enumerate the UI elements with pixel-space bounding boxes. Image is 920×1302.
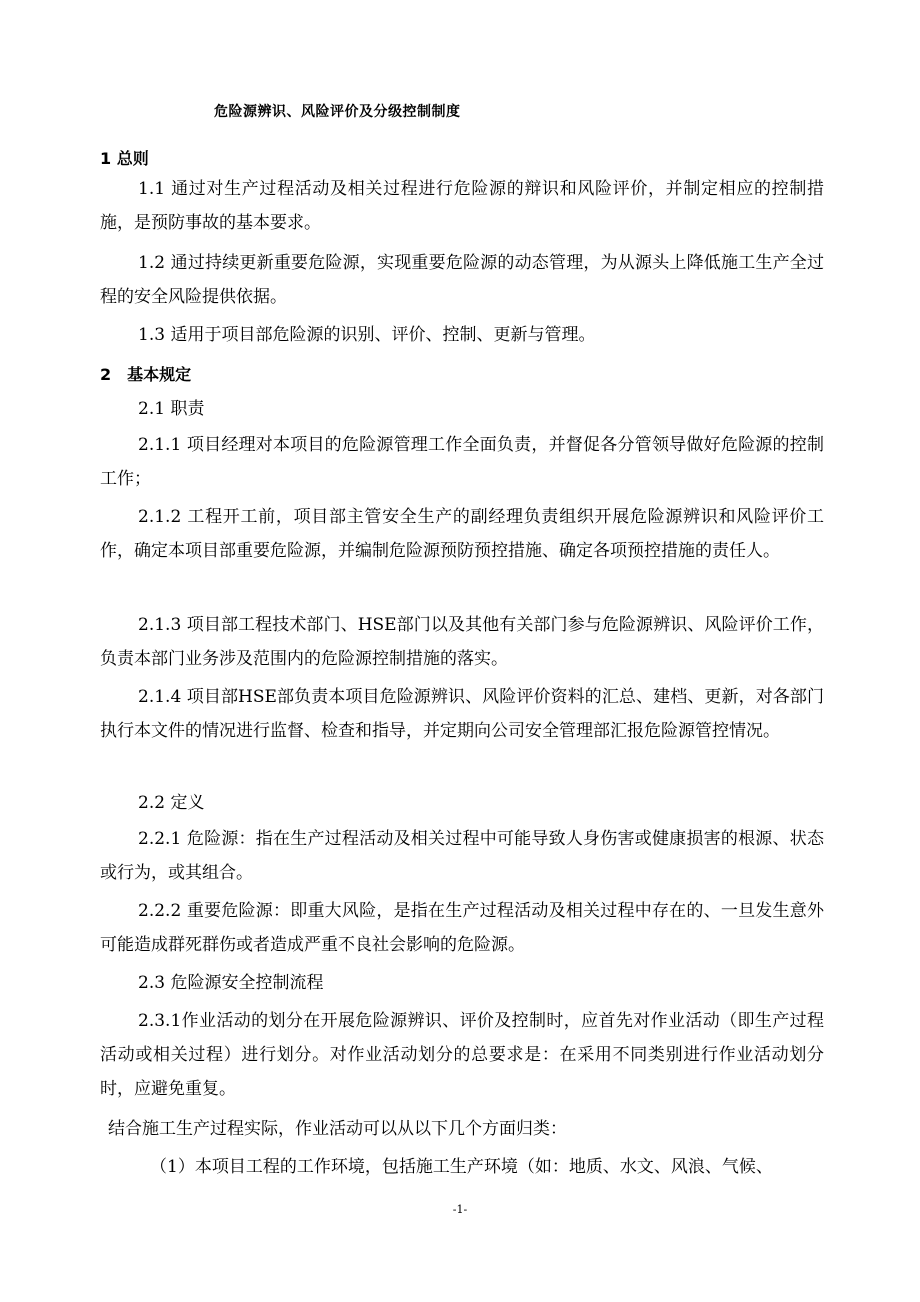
- paragraph-2-2-1: 2.2.1 危险源：指在生产过程活动及相关过程中可能导致人身伤害或健康损害的根源、状态或行为，或其组合。: [100, 829, 824, 883]
- paragraph-2-3-1: 2.3.1作业活动的划分在开展危险源辨识、评价及控制时，应首先对作业活动（即生产过程活动或相关过程）进行划分。对作业活动划分的总要求是：在采用不同类别进行作业活动划分时，应避免重复。: [100, 1011, 824, 1099]
- paragraph-2-2: 2.2 定义: [138, 793, 205, 813]
- paragraph-2-1-2: 2.1.2 工程开工前，项目部主管安全生产的副经理负责组织开展危险源辨识和风险评价工作，确定本项目部重要危险源，并编制危险源预防预控措施、确定各项预控措施的责任人。: [100, 507, 824, 561]
- paragraph-2-1-1: 2.1.1 项目经理对本项目的危险源管理工作全面负责，并督促各分管领导做好危险源的控制工作；: [100, 435, 824, 489]
- page-number: -1-: [452, 1203, 468, 1216]
- paragraph-2-2-2: 2.2.2 重要危险源：即重大风险，是指在生产过程活动及相关过程中存在的、一旦发生意外可能造成群死群伤或者造成严重不良社会影响的危险源。: [100, 901, 824, 955]
- paragraph-1-1: 1.1 通过对生产过程活动及相关过程进行危险源的辩识和风险评价，并制定相应的控制措施，是预防事故的基本要求。: [100, 179, 824, 233]
- paragraph-2-3: 2.3 危险源安全控制流程: [138, 973, 324, 993]
- paragraph-2-1: 2.1 职责: [138, 399, 205, 419]
- section-2-heading: 2 基本规定: [100, 365, 192, 384]
- paragraph-combine: 结合施工生产过程实际，作业活动可以从以下几个方面归类：: [108, 1119, 567, 1139]
- paragraph-2-1-3: 2.1.3 项目部工程技术部门、HSE部门以及其他有关部门参与危险源辨识、风险评价工作，负责本部门业务涉及范围内的危险源控制措施的落实。: [100, 615, 824, 669]
- document-title: 危险源辨识、风险评价及分级控制制度: [214, 104, 461, 120]
- section-1-heading: 1 总则: [100, 149, 149, 168]
- paragraph-2-1-4: 2.1.4 项目部HSE部负责本项目危险源辨识、风险评价资料的汇总、建档、更新，对各部门执行本文件的情况进行监督、检查和指导，并定期向公司安全管理部汇报危险源管控情况。: [100, 687, 824, 741]
- paragraph-1-3: 1.3 适用于项目部危险源的识别、评价、控制、更新与管理。: [138, 325, 596, 345]
- paragraph-list-item-1: （1）本项目工程的工作环境，包括施工生产环境（如：地质、水文、风浪、气候、: [150, 1157, 773, 1177]
- paragraph-1-2: 1.2 通过持续更新重要危险源，实现重要危险源的动态管理，为从源头上降低施工生产全过程的安全风险提供依据。: [100, 253, 824, 307]
